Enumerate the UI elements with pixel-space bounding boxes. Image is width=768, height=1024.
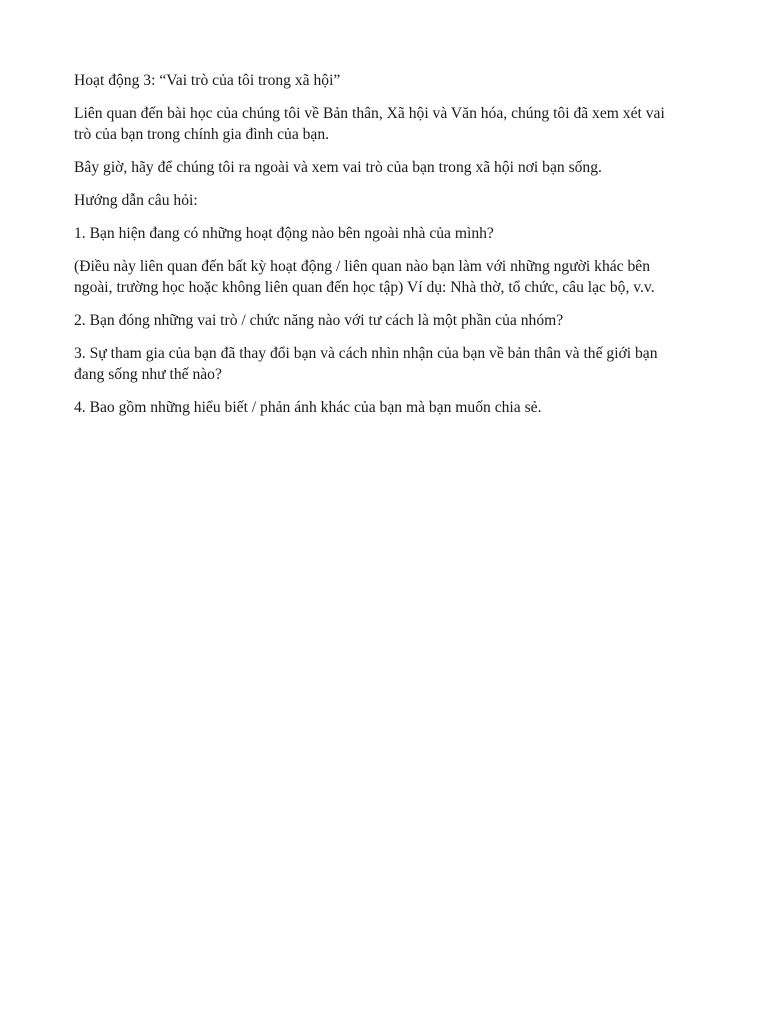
question-2: 2. Bạn đóng những vai trò / chức năng nào với tư cách là một phần của nhóm?: [74, 312, 564, 329]
invitation-paragraph: Bây giờ, hãy để chúng tôi ra ngoài và xem vai trò của bạn trong xã hội nơi bạn sống.: [74, 159, 602, 176]
activity-title: Hoạt động 3: “Vai trò của tôi trong xã hội”: [74, 72, 341, 89]
question-1: 1. Bạn hiện đang có những hoạt động nào bên ngoài nhà của mình?: [74, 225, 494, 242]
question-1-note: (Điều này liên quan đến bất kỳ hoạt động / liên quan nào bạn làm với những người khác bên ngoài, trường học hoặc không liên quan đến học tập) Ví dụ: Nhà thờ, tổ chức, câu lạc bộ, v.v.: [74, 258, 655, 296]
question-3: 3. Sự tham gia của bạn đã thay đổi bạn và cách nhìn nhận của bạn về bản thân và thế giới bạn đang sống như thế nào?: [74, 345, 658, 383]
guide-heading: Hướng dẫn câu hỏi:: [74, 192, 198, 209]
document-body: [74, 70, 686, 430]
intro-paragraph: Liên quan đến bài học của chúng tôi về Bản thân, Xã hội và Văn hóa, chúng tôi đã xem xét vai trò của bạn trong chính gia đình của bạn.: [74, 105, 665, 143]
question-4: 4. Bao gồm những hiểu biết / phản ánh khác của bạn mà bạn muốn chia sẻ.: [74, 399, 542, 416]
